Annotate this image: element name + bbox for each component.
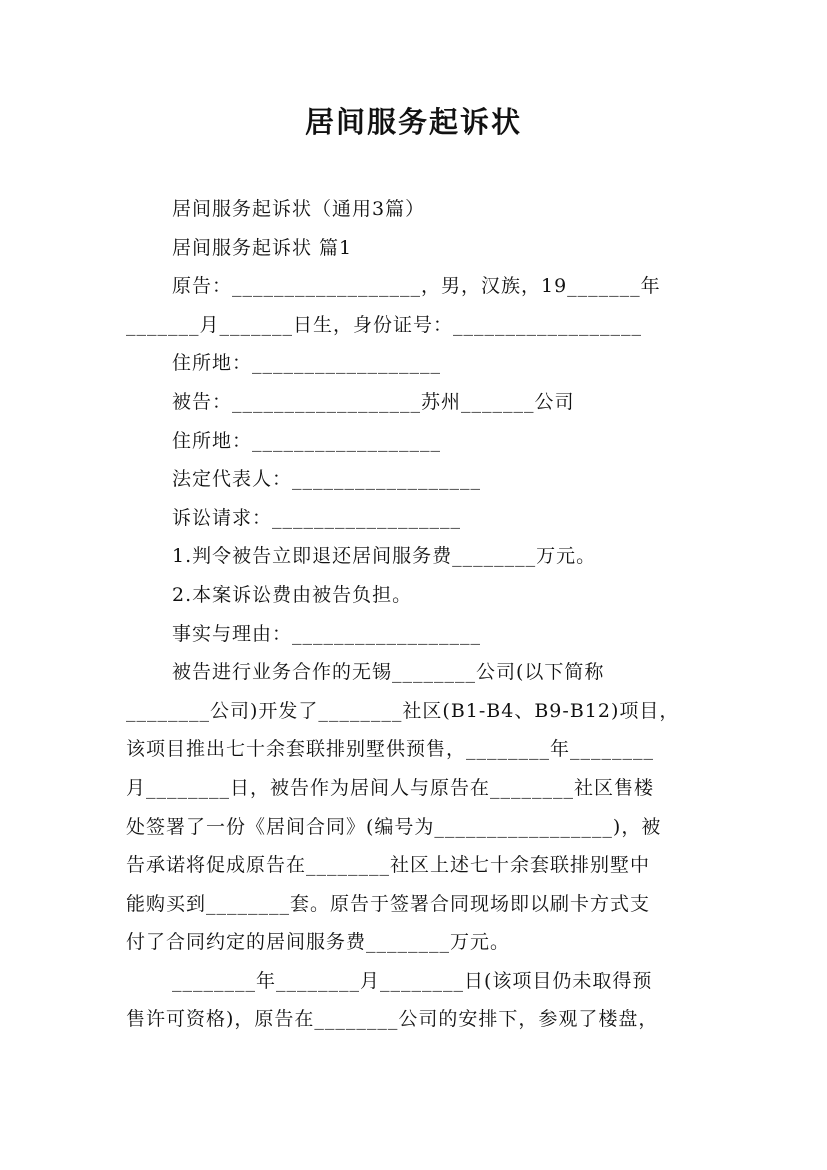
- paragraph-line: 居间服务起诉状 篇1: [172, 236, 353, 259]
- paragraph-line: 售许可资格)，原告在________公司的安排下，参观了楼盘，: [126, 1008, 659, 1031]
- paragraph-line: 原告：__________________，男，汉族，19_______年: [172, 275, 661, 298]
- paragraph-line: 月________日，被告作为居间人与原告在________社区售楼: [126, 776, 655, 799]
- paragraph-line: 被告：__________________苏州_______公司: [172, 390, 575, 413]
- paragraph-line: 居间服务起诉状（通用3篇）: [172, 198, 426, 220]
- paragraph-line: ________公司)开发了________社区(B1-B4、B9-B12)项目，: [126, 699, 680, 722]
- paragraph-line: 2.本案诉讼费由被告负担。: [172, 583, 413, 606]
- paragraph-line: ________年________月________日(该项目仍未取得预: [172, 969, 653, 992]
- paragraph-line: 被告进行业务合作的无锡________公司(以下简称: [172, 661, 605, 684]
- document-body: [126, 190, 706, 1039]
- paragraph-line: _______月_______日生，身份证号：__________________: [126, 313, 643, 336]
- document-title: 居间服务起诉状: [304, 105, 522, 139]
- paragraph-line: 法定代表人：__________________: [172, 468, 482, 491]
- paragraph-line: 付了合同约定的居间服务费________万元。: [126, 931, 511, 954]
- paragraph-line: 处签署了一份《居间合同》(编号为_________________)，被: [126, 815, 662, 838]
- paragraph-line: 住所地：__________________: [172, 352, 442, 375]
- paragraph-line: 1.判令被告立即退还居间服务费________万元。: [172, 545, 597, 568]
- paragraph-line: 事实与理由：__________________: [172, 622, 482, 645]
- paragraph-line: 能购买到________套。原告于签署合同现场即以刷卡方式支: [126, 892, 651, 915]
- paragraph-line: 该项目推出七十余套联排别墅供预售，________年________: [126, 738, 655, 761]
- paragraph-line: 告承诺将促成原告在________社区上述七十余套联排别墅中: [126, 854, 651, 877]
- paragraph-line: 住所地：__________________: [172, 429, 442, 452]
- paragraph-line: 诉讼请求：__________________: [172, 506, 462, 529]
